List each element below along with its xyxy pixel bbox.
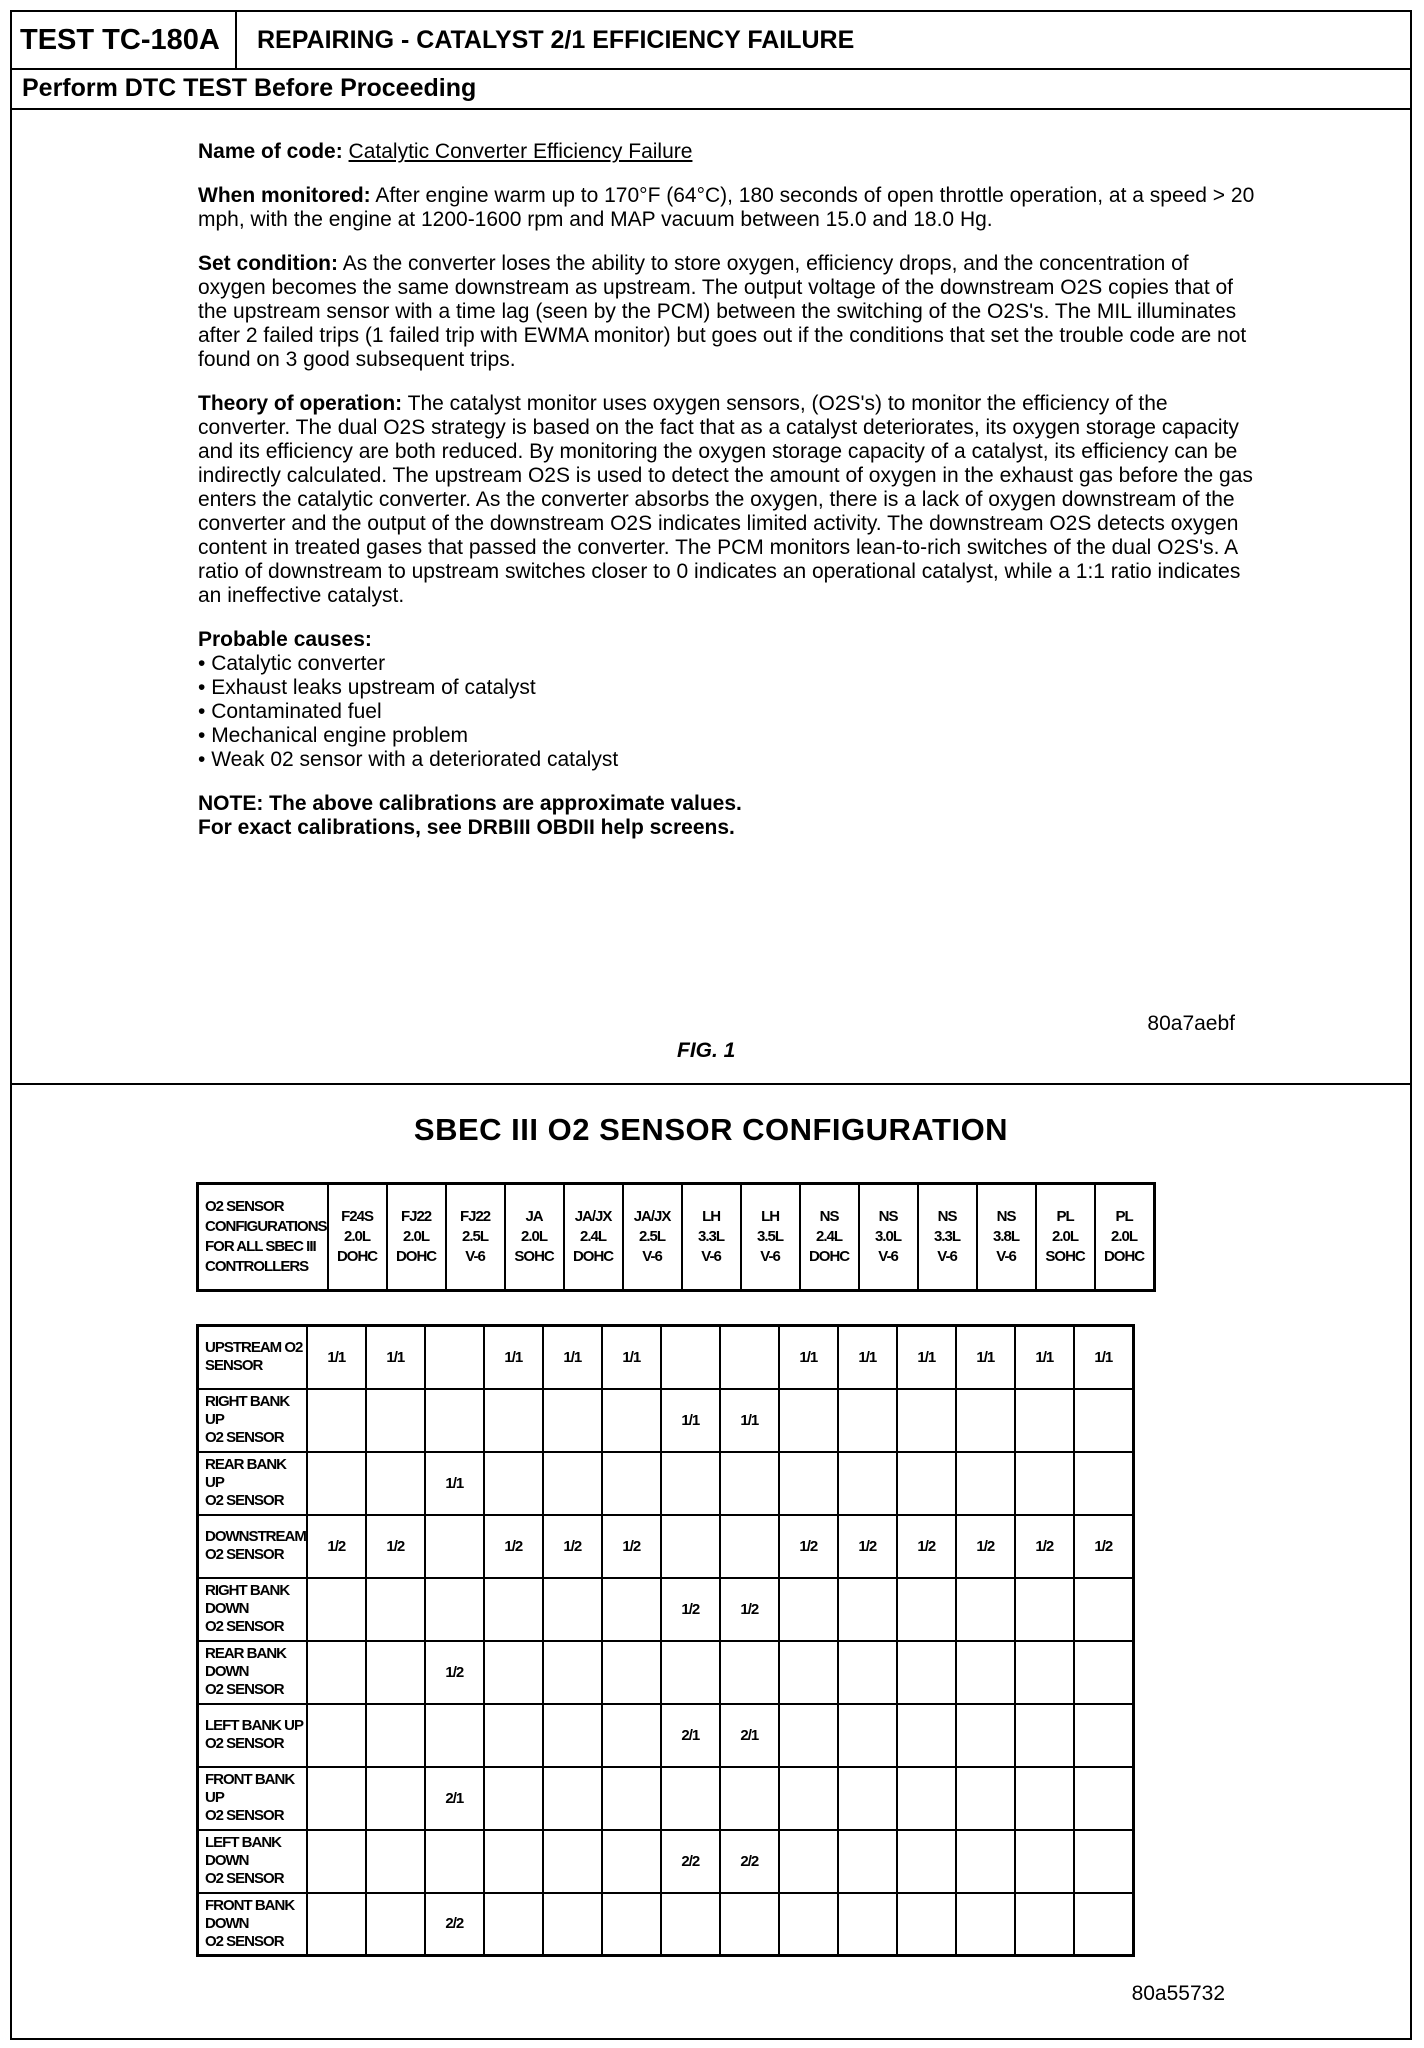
table-cell: 1/2 — [484, 1515, 543, 1578]
table-image-id: 80a55732 — [1131, 1982, 1225, 2005]
table-cell — [956, 1704, 1015, 1767]
table-cell: 1/2 — [1074, 1515, 1134, 1578]
column-header — [741, 1184, 800, 1291]
table-cell: 1/2 — [779, 1515, 838, 1578]
row-label-line: RIGHT BANK DOWN — [205, 1582, 290, 1617]
config-table — [196, 1324, 1135, 1957]
row-label-line: O2 SENSOR — [205, 1681, 284, 1698]
column-header-line: 2.0L — [344, 1228, 371, 1245]
column-header-line: DOHC — [572, 1248, 614, 1265]
table-cell — [956, 1893, 1015, 1956]
description — [198, 140, 1258, 840]
table-cell — [1074, 1704, 1134, 1767]
table-cell — [425, 1515, 484, 1578]
column-header — [623, 1184, 682, 1291]
table-cell — [1015, 1704, 1074, 1767]
table-cell — [1015, 1578, 1074, 1641]
table-title: SBEC III O2 SENSOR CONFIGURATION — [413, 1112, 1009, 1147]
table-cell — [484, 1767, 543, 1830]
table-row — [198, 1704, 1134, 1767]
column-header — [800, 1184, 859, 1291]
table-cell: 1/2 — [956, 1515, 1015, 1578]
list-item: • Contaminated fuel — [198, 700, 1258, 724]
table-cell — [720, 1452, 779, 1515]
table-cell — [1015, 1641, 1074, 1704]
row-label-line: O2 SENSOR — [205, 1807, 284, 1824]
table-row — [198, 1326, 1134, 1389]
column-header — [859, 1184, 918, 1291]
table-cell: 1/1 — [484, 1326, 543, 1389]
row-label — [198, 1704, 307, 1767]
column-header — [564, 1184, 623, 1291]
table-row — [198, 1578, 1134, 1641]
table-cell: 1/1 — [720, 1389, 779, 1452]
theory-text: The catalyst monitor uses oxygen sensors, (O2S's) to monitor the efficiency of the converter. The dual O2S strategy is based on the fact that as a catalyst deteriorates, its oxygen storage capacity and its efficiency are both reduced. By monitoring the oxygen storage capacity of a catalyst, its efficiency can be indirectly calculated. The upstream O2S is used to detect the amount of oxygen in the exhaust gas before the gas enters the catalytic converter. As the converter absorbs the oxygen, there is a lack of oxygen downstream of the converter and the output of the downstream O2S indicates limited activity. The downstream O2S detects oxygen content in treated gases that passed the converter. The PCM monitors lean-to-rich switches of the dual O2S's. A ratio of downstream to upstream switches closer to 0 indicates an operational catalyst, while a 1:1 ratio indicates an ineffective catalyst. — [198, 392, 1253, 607]
figure-label: FIG. 1 — [677, 1039, 736, 1062]
table-cell — [366, 1893, 425, 1956]
row-label-line: REAR BANK DOWN — [205, 1645, 286, 1680]
table-cell — [602, 1578, 661, 1641]
table-cell — [661, 1515, 720, 1578]
row-label-line: O2 SENSOR — [205, 1870, 284, 1887]
table-cell — [307, 1830, 366, 1893]
table-cell — [307, 1767, 366, 1830]
table-cell — [484, 1578, 543, 1641]
row-label-line: O2 SENSOR — [205, 1492, 284, 1509]
table-cell — [720, 1893, 779, 1956]
table-cell — [779, 1767, 838, 1830]
column-header-line: 3.5L — [757, 1228, 784, 1245]
table-cell — [897, 1578, 956, 1641]
table-cell: 1/1 — [543, 1326, 602, 1389]
set-label: Set condition: — [198, 252, 338, 275]
table-cell: 1/1 — [1074, 1326, 1134, 1389]
list-item: • Exhaust leaks upstream of catalyst — [198, 676, 1258, 700]
table-cell — [779, 1641, 838, 1704]
table-cell — [484, 1641, 543, 1704]
column-header-line: 2.0L — [403, 1228, 430, 1245]
column-header-line: 3.3L — [934, 1228, 961, 1245]
column-header — [387, 1184, 446, 1291]
table-cell — [1074, 1641, 1134, 1704]
table-cell — [307, 1704, 366, 1767]
column-header-line: SOHC — [514, 1248, 554, 1265]
causes-list — [198, 652, 1258, 772]
column-header-line: 2.0L — [1111, 1228, 1138, 1245]
table-cell: 1/2 — [366, 1515, 425, 1578]
table-cell — [366, 1578, 425, 1641]
row-label-line: LEFT BANK DOWN — [205, 1834, 281, 1869]
table-cell: 1/2 — [602, 1515, 661, 1578]
note-line-1: NOTE: The above calibrations are approximate values. — [198, 792, 742, 815]
row-label — [198, 1389, 307, 1452]
table-cell: 1/1 — [956, 1326, 1015, 1389]
header — [12, 12, 1410, 70]
table-row — [198, 1830, 1134, 1893]
column-header — [918, 1184, 977, 1291]
list-item: • Mechanical engine problem — [198, 724, 1258, 748]
table-cell — [897, 1704, 956, 1767]
row-label — [198, 1515, 307, 1578]
table-cell — [543, 1389, 602, 1452]
table-cell — [779, 1830, 838, 1893]
table-cell: 1/2 — [720, 1578, 779, 1641]
header-table — [196, 1182, 1156, 1292]
column-header-line: 3.0L — [875, 1228, 902, 1245]
column-header-line: FJ22 — [400, 1208, 432, 1225]
column-header-line: LH — [761, 1208, 780, 1225]
table-cell — [307, 1893, 366, 1956]
table-cell — [838, 1389, 897, 1452]
table-row — [198, 1641, 1134, 1704]
table-cell: 1/2 — [661, 1578, 720, 1641]
table-cell — [366, 1452, 425, 1515]
column-header-line: 2.5L — [639, 1228, 666, 1245]
row-label — [198, 1893, 307, 1956]
table-cell — [307, 1641, 366, 1704]
table-cell — [661, 1452, 720, 1515]
table-cell — [484, 1704, 543, 1767]
table-cell — [602, 1893, 661, 1956]
document-frame — [10, 10, 1412, 2040]
header-row — [198, 1184, 1155, 1291]
table-cell: 1/1 — [366, 1326, 425, 1389]
table-cell — [956, 1830, 1015, 1893]
table-row — [198, 1389, 1134, 1452]
row-label-line: RIGHT BANK UP — [205, 1393, 290, 1428]
table-cell — [602, 1389, 661, 1452]
table-cell: 1/2 — [838, 1515, 897, 1578]
table-cell — [543, 1578, 602, 1641]
table-cell — [661, 1641, 720, 1704]
row-label-line: LEFT BANK UP — [205, 1717, 303, 1734]
table-cell: 2/2 — [425, 1893, 484, 1956]
table-cell — [838, 1893, 897, 1956]
table-cell: 1/1 — [897, 1326, 956, 1389]
column-header-line: NS — [819, 1208, 839, 1225]
table-cell — [543, 1641, 602, 1704]
row-label-line: FRONT BANK DOWN — [205, 1896, 295, 1932]
column-header — [328, 1184, 387, 1291]
table-cell — [720, 1326, 779, 1389]
table-cell: 1/1 — [838, 1326, 897, 1389]
table-cell — [366, 1641, 425, 1704]
table-cell — [897, 1767, 956, 1830]
column-header-line: PL — [1115, 1208, 1133, 1225]
set-text: As the converter loses the ability to store oxygen, efficiency drops, and the concentration of oxygen becomes the same downstream as upstream. The output voltage of the downstream O2S copies that of the upstream sensor with a time lag (seen by the PCM) between the switching of the O2S's. The MIL illuminates after 2 failed trips (1 failed trip with EWMA monitor) but goes out if the conditions that set the trouble code are not found on 3 good subsequent trips. — [198, 252, 1247, 371]
column-header-line: FJ22 — [459, 1208, 491, 1225]
column-header-line: JA — [525, 1208, 543, 1225]
table-cell — [1015, 1830, 1074, 1893]
table-cell: 1/1 — [425, 1452, 484, 1515]
table-cell — [779, 1452, 838, 1515]
column-header — [1036, 1184, 1095, 1291]
row-label-line: REAR BANK UP — [205, 1456, 286, 1491]
row-label-line: FRONT BANK UP — [205, 1771, 295, 1806]
column-header-line: 2.0L — [1052, 1228, 1079, 1245]
table-cell — [543, 1767, 602, 1830]
page-title: REPAIRING - CATALYST 2/1 EFFICIENCY FAILURE — [257, 26, 855, 54]
table-cell — [1074, 1767, 1134, 1830]
table-row — [198, 1452, 1134, 1515]
table-cell — [838, 1641, 897, 1704]
column-header-line: DOHC — [808, 1248, 850, 1265]
column-header-line: DOHC — [336, 1248, 378, 1265]
table-cell — [602, 1452, 661, 1515]
table-cell — [956, 1641, 1015, 1704]
table-cell — [720, 1641, 779, 1704]
table-row — [198, 1515, 1134, 1578]
table-cell — [1015, 1389, 1074, 1452]
row-label-line: O2 SENSOR — [205, 1735, 284, 1752]
table-cell: 2/1 — [661, 1704, 720, 1767]
row-label-line: O2 SENSOR — [205, 1618, 284, 1635]
column-header-line: DOHC — [395, 1248, 437, 1265]
table-cell — [661, 1767, 720, 1830]
column-header-line: V-6 — [878, 1248, 898, 1265]
table-cell — [366, 1389, 425, 1452]
table-cell: 1/2 — [1015, 1515, 1074, 1578]
table-cell — [484, 1452, 543, 1515]
row-label — [198, 1830, 307, 1893]
row-label — [198, 1326, 307, 1389]
row-label-line: O2 SENSOR — [205, 1429, 284, 1446]
table-cell — [425, 1326, 484, 1389]
table-cell — [484, 1893, 543, 1956]
name-value: Catalytic Converter Efficiency Failure — [348, 140, 693, 163]
row-label — [198, 1641, 307, 1704]
table-cell — [956, 1389, 1015, 1452]
table-cell — [1074, 1578, 1134, 1641]
row-label — [198, 1578, 307, 1641]
table-cell — [897, 1641, 956, 1704]
image-id: 80a7aebf — [1147, 1012, 1235, 1035]
column-header-line: PL — [1056, 1208, 1074, 1225]
table-cell: 1/2 — [897, 1515, 956, 1578]
table-cell — [543, 1452, 602, 1515]
table-cell — [1074, 1830, 1134, 1893]
table-cell — [838, 1452, 897, 1515]
monitored-label: When monitored: — [198, 184, 371, 207]
table-cell — [956, 1578, 1015, 1641]
row-label-line: UPSTREAM O2 SENSOR — [205, 1339, 303, 1375]
table-cell: 1/1 — [779, 1326, 838, 1389]
table-cell — [720, 1515, 779, 1578]
table-cell: 1/1 — [602, 1326, 661, 1389]
column-header-line: NS — [878, 1208, 898, 1225]
header-label-line: CONTROLLERS — [205, 1258, 309, 1275]
row-label — [198, 1452, 307, 1515]
table-cell — [425, 1704, 484, 1767]
table-cell — [425, 1389, 484, 1452]
column-header-line: LH — [702, 1208, 721, 1225]
table-cell — [779, 1893, 838, 1956]
table-cell — [897, 1893, 956, 1956]
list-item: • Weak 02 sensor with a deteriorated catalyst — [198, 748, 1258, 772]
table-cell: 2/2 — [720, 1830, 779, 1893]
header-label-line: O2 SENSOR — [205, 1198, 284, 1215]
header-label — [198, 1184, 328, 1291]
table-cell — [897, 1389, 956, 1452]
column-header — [977, 1184, 1036, 1291]
column-header-line: 3.8L — [993, 1228, 1020, 1245]
column-header-line: V-6 — [996, 1248, 1016, 1265]
test-id: TEST TC-180A — [12, 12, 237, 68]
column-header-line: F24S — [341, 1208, 373, 1225]
table-cell — [602, 1830, 661, 1893]
note-line-2: For exact calibrations, see DRBIII OBDII help screens. — [198, 816, 735, 839]
causes-label: Probable causes: — [198, 628, 372, 651]
table-cell — [425, 1578, 484, 1641]
table-cell: 1/1 — [1015, 1326, 1074, 1389]
subtitle: Perform DTC TEST Before Proceeding — [12, 68, 1410, 110]
table-cell — [956, 1452, 1015, 1515]
table-row — [198, 1893, 1134, 1956]
table-cell — [366, 1704, 425, 1767]
table-cell: 1/2 — [425, 1641, 484, 1704]
header-label-line: FOR ALL SBEC III — [205, 1238, 316, 1255]
header-label-line: CONFIGURATIONS — [205, 1218, 327, 1235]
table-cell: 2/1 — [720, 1704, 779, 1767]
table-cell — [661, 1893, 720, 1956]
column-header-line: DOHC — [1103, 1248, 1145, 1265]
column-header-line: 2.4L — [580, 1228, 607, 1245]
table-cell — [425, 1830, 484, 1893]
table-cell — [720, 1767, 779, 1830]
row-label-line: O2 SENSOR — [205, 1546, 284, 1563]
table-cell — [956, 1767, 1015, 1830]
table-cell — [838, 1704, 897, 1767]
table-cell — [366, 1767, 425, 1830]
column-header — [682, 1184, 741, 1291]
table-cell: 1/2 — [307, 1515, 366, 1578]
table-cell — [1015, 1893, 1074, 1956]
row-label-line: O2 SENSOR — [205, 1932, 284, 1950]
table-cell — [366, 1830, 425, 1893]
divider — [12, 1083, 1410, 1085]
table-cell — [307, 1578, 366, 1641]
column-header-line: 3.3L — [698, 1228, 725, 1245]
table-cell — [602, 1704, 661, 1767]
table-cell: 2/2 — [661, 1830, 720, 1893]
table-cell — [897, 1830, 956, 1893]
monitored-text: After engine warm up to 170°F (64°C), 180 seconds of open throttle operation, at a speed > 20 mph, with the engine at 1200-1600 rpm and MAP vacuum between 15.0 and 18.0 Hg. — [198, 184, 1255, 231]
column-header-line: V-6 — [760, 1248, 780, 1265]
table-cell — [661, 1326, 720, 1389]
row-label — [198, 1767, 307, 1830]
table-cell — [602, 1767, 661, 1830]
table-cell: 1/1 — [307, 1326, 366, 1389]
column-header-line: V-6 — [937, 1248, 957, 1265]
column-header — [1095, 1184, 1155, 1291]
column-header-line: NS — [996, 1208, 1016, 1225]
table-cell — [484, 1389, 543, 1452]
theory-label: Theory of operation: — [198, 392, 403, 415]
column-header — [446, 1184, 505, 1291]
table-cell — [543, 1893, 602, 1956]
table-cell — [838, 1830, 897, 1893]
column-header — [505, 1184, 564, 1291]
column-header-line: SOHC — [1045, 1248, 1085, 1265]
column-header-line: V-6 — [465, 1248, 485, 1265]
table-cell — [307, 1452, 366, 1515]
list-item: • Catalytic converter — [198, 652, 1258, 676]
table-cell — [779, 1389, 838, 1452]
table-cell — [1015, 1767, 1074, 1830]
column-header-line: JA/JX — [633, 1208, 671, 1225]
column-header-line: 2.0L — [521, 1228, 548, 1245]
table-cell — [897, 1452, 956, 1515]
table-cell — [779, 1704, 838, 1767]
table-cell — [1074, 1389, 1134, 1452]
table-cell: 1/1 — [661, 1389, 720, 1452]
table-row — [198, 1767, 1134, 1830]
column-header-line: V-6 — [701, 1248, 721, 1265]
table-cell — [484, 1830, 543, 1893]
table-cell — [779, 1578, 838, 1641]
column-header-line: NS — [937, 1208, 957, 1225]
table-cell — [602, 1641, 661, 1704]
table-cell — [838, 1767, 897, 1830]
table-cell — [838, 1578, 897, 1641]
name-label: Name of code: — [198, 140, 343, 163]
table-cell — [1074, 1893, 1134, 1956]
column-header-line: V-6 — [642, 1248, 662, 1265]
table-cell: 1/2 — [543, 1515, 602, 1578]
row-label-line: DOWNSTREAM — [205, 1528, 306, 1545]
column-header-line: 2.5L — [462, 1228, 489, 1245]
table-cell — [1015, 1452, 1074, 1515]
table-cell: 2/1 — [425, 1767, 484, 1830]
table-cell — [543, 1830, 602, 1893]
table-cell — [307, 1389, 366, 1452]
table-cell — [1074, 1452, 1134, 1515]
column-header-line: JA/JX — [574, 1208, 612, 1225]
table-cell — [543, 1704, 602, 1767]
column-header-line: 2.4L — [816, 1228, 843, 1245]
